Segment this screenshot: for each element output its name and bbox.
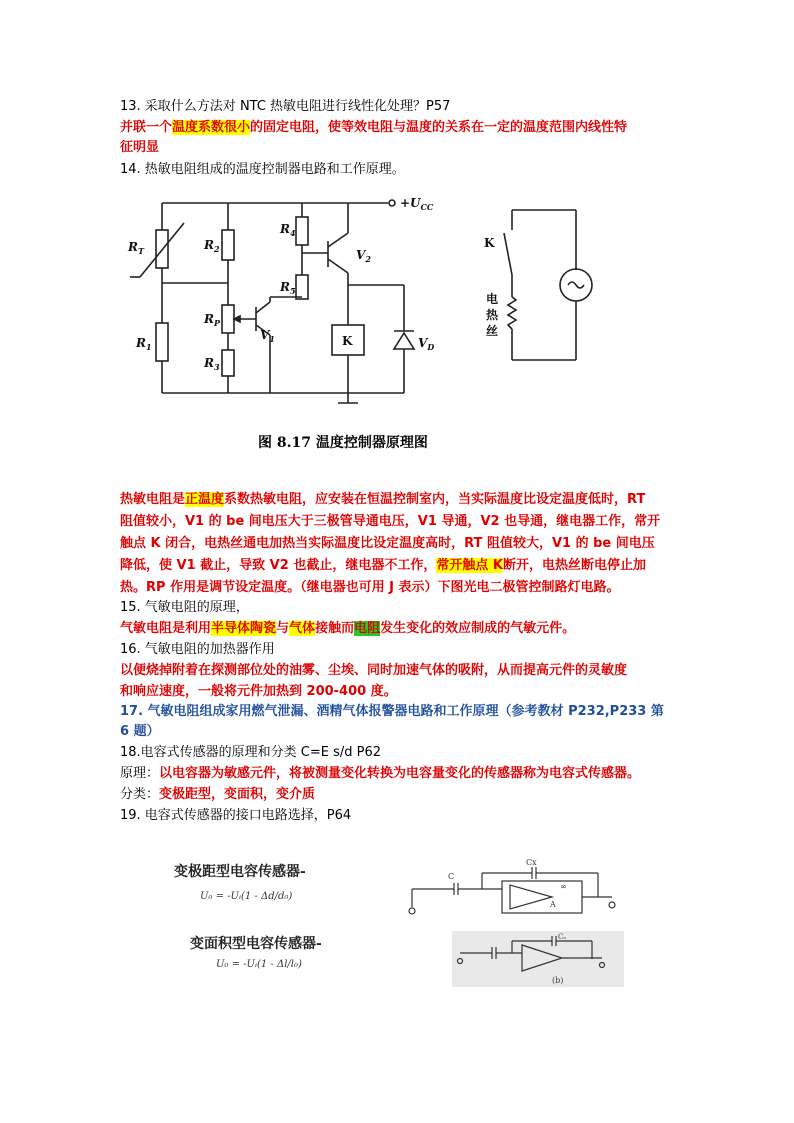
opamp-circuit-top bbox=[402, 855, 642, 925]
title-variable-gap: 变极距型电容传感器- bbox=[174, 864, 306, 880]
capacitive-sensor-figure bbox=[170, 855, 640, 985]
answer-13-line2: 征明显 bbox=[120, 140, 160, 155]
question-17-line2: 6 题） bbox=[120, 724, 160, 739]
label-inf: ∞ bbox=[560, 882, 567, 891]
label-c: C bbox=[448, 872, 455, 881]
answer-13-line1: 并联一个温度系数很小的固定电阻，使等效电阻与温度的关系在一定的温度范围内线性特 bbox=[120, 120, 628, 135]
answer-14-line1: 热敏电阻是正温度系数热敏电阻，应安装在恒温控制室内，当实际温度比设定温度低时，RT bbox=[120, 492, 646, 507]
highlight-green: 电阻 bbox=[354, 621, 381, 636]
answer-14-line3: 触点 K 闭合，电热丝通电加热当实际温度比设定温度高时，RT 阻值较大，V1 的 be 间电压 bbox=[120, 536, 655, 551]
answer-18-classification: 分类：变极距型，变面积，变介质 bbox=[120, 787, 316, 802]
label-heater-3: 丝 bbox=[486, 324, 499, 338]
answer-14-line2: 阻值较小，V1 的 be 间电压大于三极管导通电压，V1 导通，V2 也导通，继电器工作，常开 bbox=[120, 514, 661, 529]
label-heater-1: 电 bbox=[486, 292, 499, 306]
highlight: 常开触点 K bbox=[436, 558, 503, 573]
label-vd: $V_D$ bbox=[418, 336, 435, 352]
answer-16-line2: 和响应速度，一般将元件加热到 200-400 度。 bbox=[120, 684, 397, 699]
label-co: Cₒ bbox=[558, 933, 567, 941]
answer-14-line5: 热。RP 作用是调节设定温度。（继电器也可用 J 表示）下图光电二极管控制路灯电路。 bbox=[120, 580, 620, 595]
temperature-controller-circuit-diagram bbox=[120, 185, 600, 465]
label-r5: $R_5$ bbox=[280, 280, 296, 296]
question-15: 15. 气敏电阻的原理， bbox=[120, 600, 249, 615]
question-18: 18.电容式传感器的原理和分类 C=E s/d P62 bbox=[120, 745, 382, 760]
highlight: 半导体陶瓷 bbox=[211, 621, 277, 636]
label-b: (b) bbox=[552, 976, 564, 985]
label-v1: $V_1$ bbox=[260, 328, 275, 344]
label-r3: $R_3$ bbox=[204, 356, 220, 372]
label-vcc: $+U_{CC}$ bbox=[400, 196, 434, 212]
label-rt: $R_T$ bbox=[128, 240, 144, 256]
question-19: 19. 电容式传感器的接口电路选择，P64 bbox=[120, 808, 352, 823]
label-v2: $V_2$ bbox=[356, 248, 371, 264]
answer-18-principle: 原理：以电容器为敏感元件，将被测量变化转换为电容量变化的传感器称为电容式传感器。 bbox=[120, 766, 641, 781]
label-k-switch: K bbox=[484, 236, 495, 250]
highlight: 正温度 bbox=[185, 492, 225, 507]
label-a: A bbox=[550, 900, 556, 909]
title-variable-area: 变面积型电容传感器- bbox=[190, 936, 322, 952]
label-r1: $R_1$ bbox=[136, 336, 152, 352]
answer-14-line4: 降低，使 V1 截止，导致 V2 也截止，继电器不工作，常开触点 K断开，电热丝断电停止加 bbox=[120, 558, 646, 573]
highlight: 气体 bbox=[289, 621, 316, 636]
question-14: 14. 热敏电阻组成的温度控制器电路和工作原理。 bbox=[120, 162, 405, 177]
formula-variable-gap: U₀ = -Uᵢ(1 - Δd/d₀) bbox=[200, 891, 293, 902]
question-16: 16. 气敏电阻的加热器作用 bbox=[120, 642, 275, 657]
answer-15: 气敏电阻是利用半导体陶瓷与气体接触而电阻发生变化的效应制成的气敏元件。 bbox=[120, 621, 576, 636]
answer-16-line1: 以便烧掉附着在探测部位处的油雾、尘埃、同时加速气体的吸附，从而提高元件的灵敏度 bbox=[120, 663, 628, 678]
opamp-circuit-bottom bbox=[452, 931, 624, 987]
highlight: 温度系数很小 bbox=[172, 120, 251, 135]
formula-variable-area: U₀ = -Uᵢ(1 - Δl/l₀) bbox=[216, 959, 302, 970]
label-r4: $R_4$ bbox=[280, 222, 296, 238]
label-rp: $R_P$ bbox=[204, 312, 220, 328]
label-k-relay: K bbox=[342, 334, 353, 348]
figure-caption: 图 8.17 温度控制器原理图 bbox=[258, 435, 428, 451]
label-heater-2: 热 bbox=[486, 308, 499, 322]
question-17-line1: 17. 气敏电阻组成家用燃气泄漏、酒精气体报警器电路和工作原理（参考教材 P232,P233 第 bbox=[120, 704, 664, 719]
label-r2: $R_2$ bbox=[204, 238, 220, 254]
label-cx: Cx bbox=[526, 858, 537, 867]
question-13: 13. 采取什么方法对 NTC 热敏电阻进行线性化处理？P57 bbox=[120, 99, 451, 114]
